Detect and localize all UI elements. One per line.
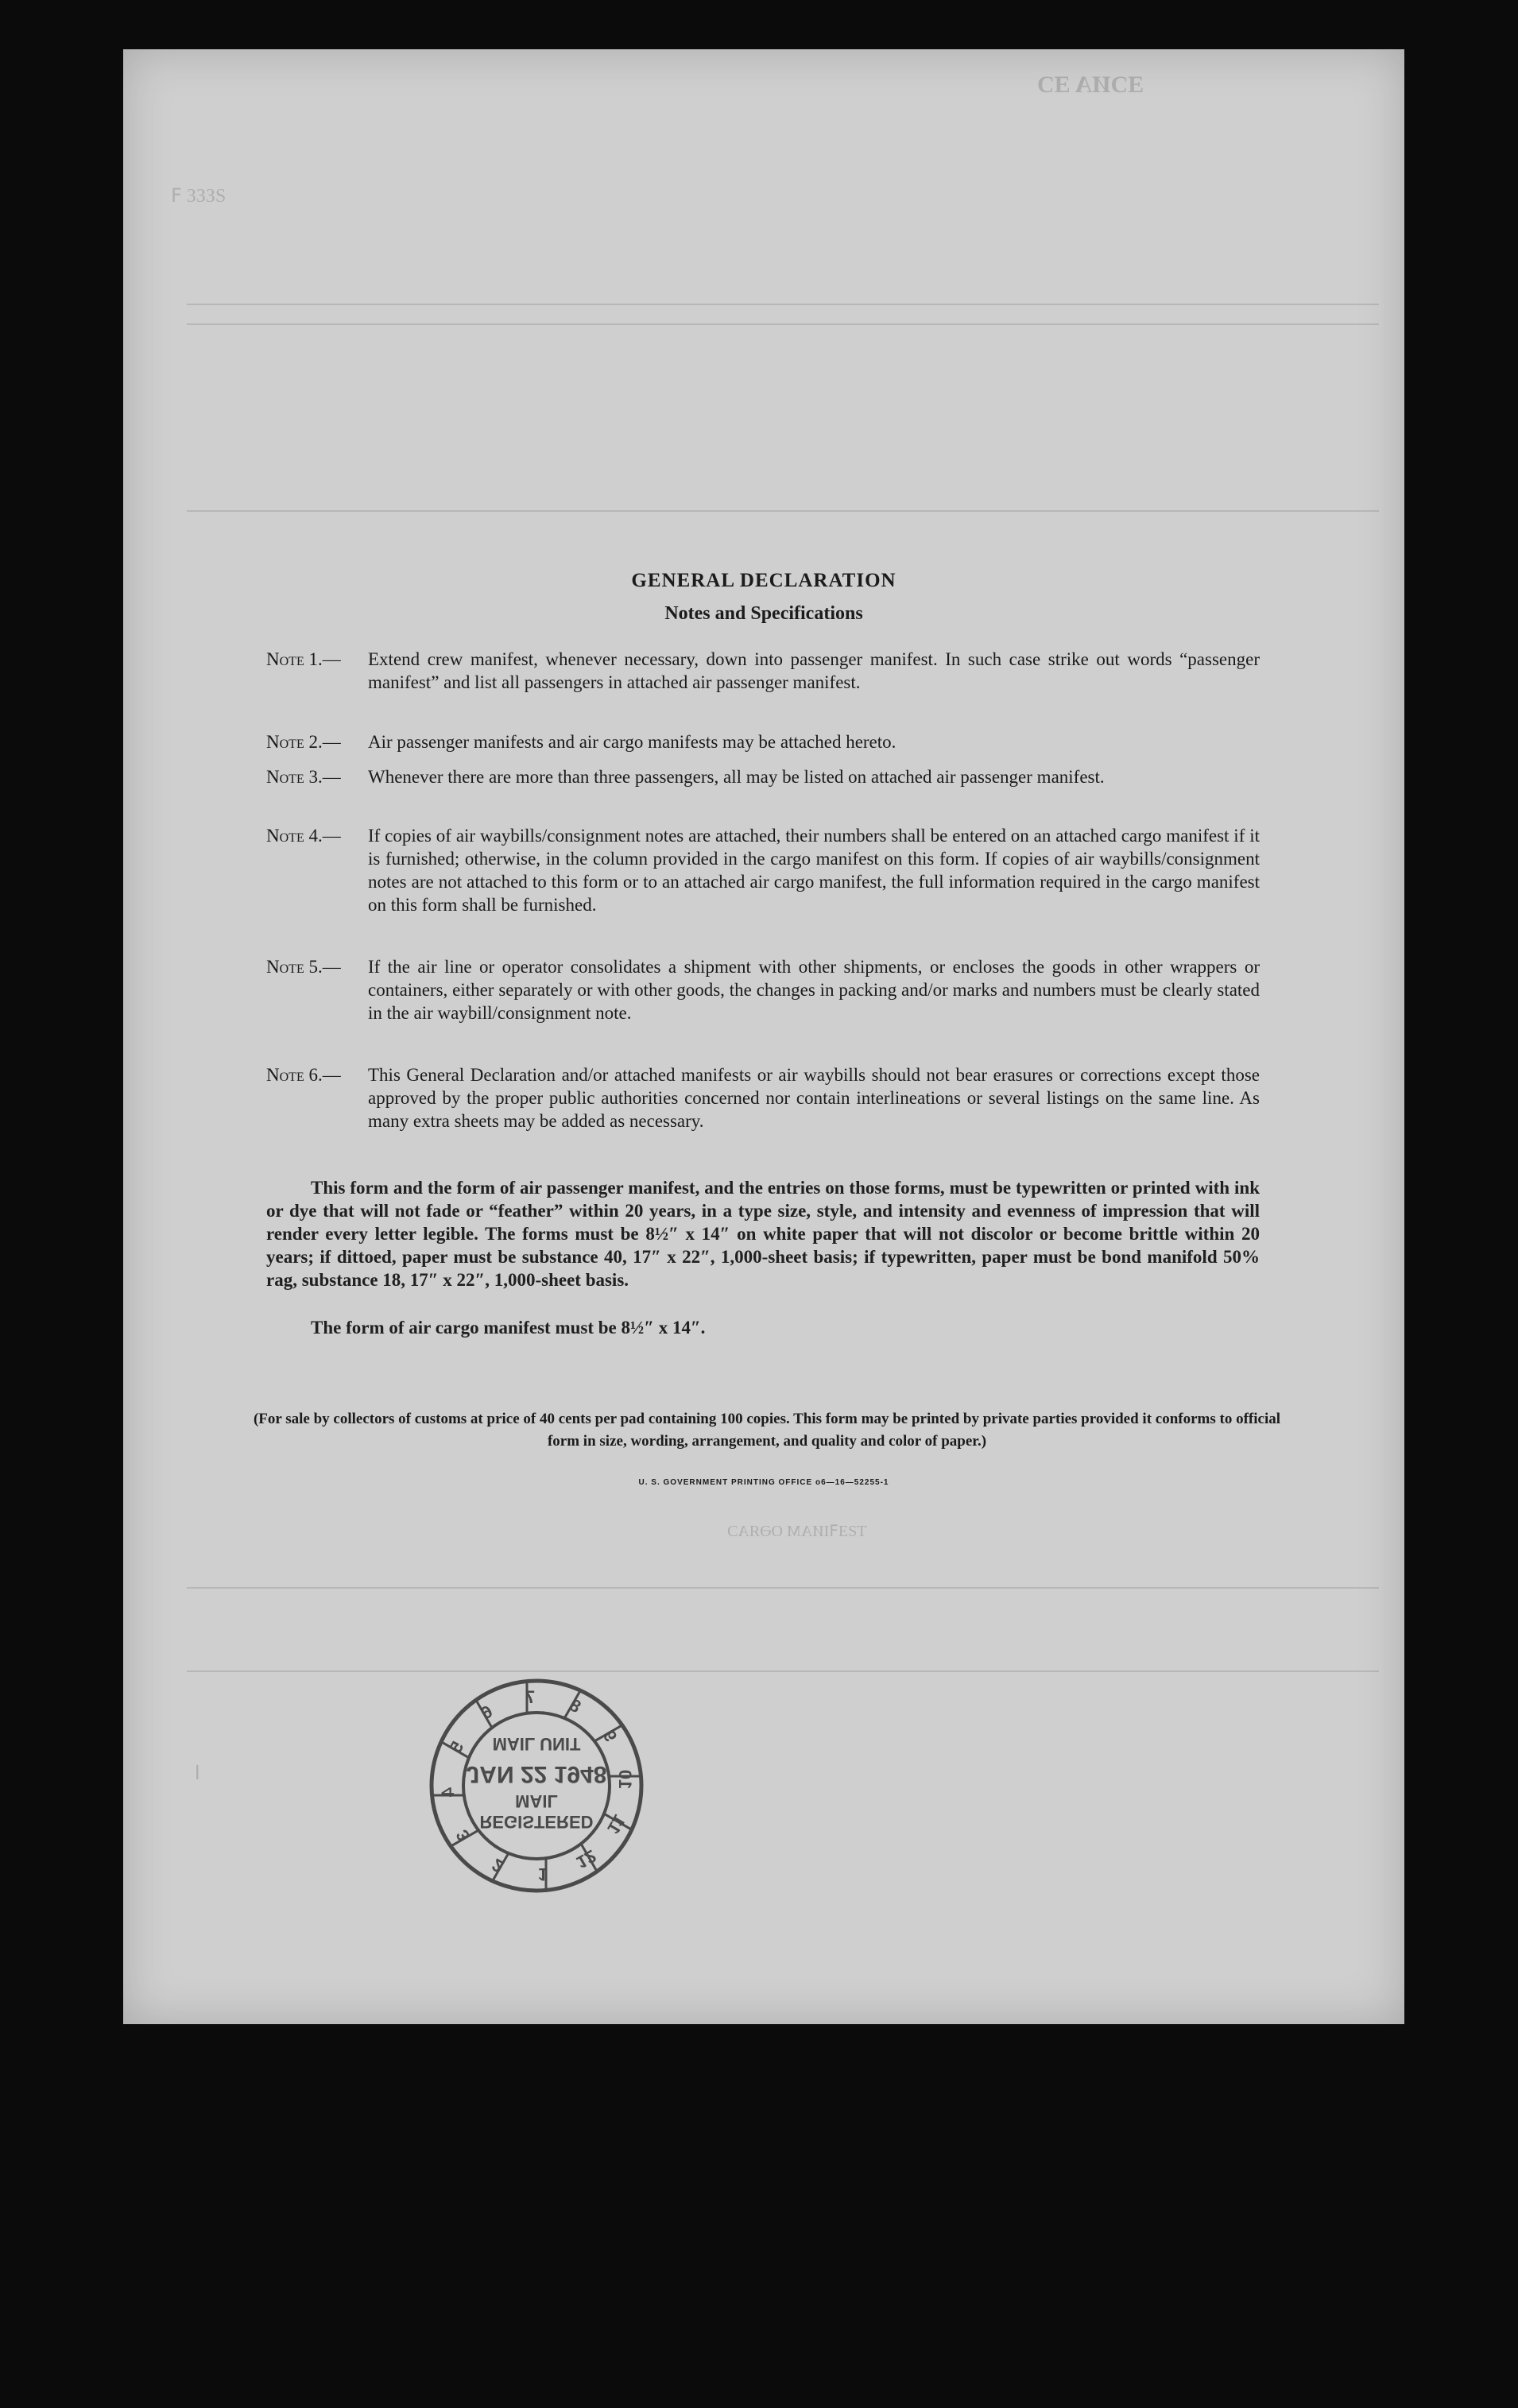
stamp-ring-number [432,1787,463,1798]
svg-text:2: 2 [488,1854,507,1877]
note-text: Extend crew manifest, whenever necessary, down into passenger manifest. In such case strike out words “passenger manifest” and list all passengers in attached air passenger manifest. [368,649,1260,692]
document-page: ƎƆИA ƎƆ ƧƐƐƐ ꟻ ƬƧƎꟻIИAM OӘЯAƆ ꞁ GENERAL DECLARATION Notes and Specifications Note 1.— Extend crew manifest, whenever necessary, down into passenger manifest. In such case strike out words “passenger manifest” and list all passengers in attached air passenger manifest. Note 2.— Air passenger manifests and air cargo manifests may be attached hereto. Note 3.— Whenever there are more than three passengers, all may be listed on attached air passenger manifest. Note 4.— If copies of air waybills/consignment notes are attached, their numbers shall be entered on an attached cargo manifest if it is furnished; otherwise, in the column provided in the cargo manifest on this form. If copies of air waybills/consignment notes are not attached to this form or to an attached air cargo manifest, the full information required in the cargo manifest on this form shall be furnished. Note 5.— If the air line or operator consolidates a shipment with other shipments, or encloses the goods in other wrappers or containers, either separately or with other goods, the changes in packing and/or marks and numbers must be clearly stated in the air waybill/consignment note. Note 6.— This General Declaration and/or attached manifests or air waybills should not bear erasures or corrections except those approved by the proper public authorities concerned nor contain interlineations or several listings on the same line. As many extra sheets may be added as necessary. This form and the form of air passenger manifest, and the entries on those forms, must be typewritten or printed with ink or dye that will not fade or “feather” within 20 years, in a type size, style, and intensity and evenness of impression that will render every letter legible. The forms must be 8½″ x 14″ on white paper that will not discolor or become brittle within 20 years; if dittoed, paper must be substance 40, 17″ x 22″, 1,000-sheet basis; if typewritten, paper must be bond manifold 50% rag, substance 18, 17″ x 22″, 1,000-sheet basis. The form of air cargo manifest must be 8½″ x 14″. (For sale by collectors of customs at price of 40 cents per pad containing 100 copies. This form may be printed by private parties provided it conforms to official form in size, wording, arrangement, and quality and color of paper.) U. S. GOVERNMENT PRINTING OFFICE o6—16—52255-1 1 2 3 4 5 6 7 8 9 10 11 12 REGISTERED MAIL JAN 22 1948 MAIL UNIT [123,49,1404,2024]
note-label: Note 3.— [266,767,341,787]
note-label: Note 1.— [266,649,341,669]
registered-mail-stamp [417,1667,656,1905]
note-text: If copies of air waybills/consignment notes are attached, their numbers shall be entered on an attached cargo manifest if it is furnished; otherwise, in the column provided in the cargo manifest on this form. If copies of air waybills/consignment notes are not attached to this form or to an attached air cargo manifest, the full information required in the cargo manifest on this form shall be furnished. [368,826,1260,915]
note-text: This General Declaration and/or attached manifests or air waybills should not bear erasures or corrections except those approved by the proper public authorities concerned nor contain interlineations or several listings on the same line. As many extra sheets may be added as necessary. [368,1065,1260,1131]
note-label: Note 6.— [266,1065,341,1085]
stamp-ring-number [610,1770,641,1789]
svg-text:12: 12 [572,1845,600,1873]
page-subtitle: Notes and Specifications [664,603,863,624]
note-5 [266,955,1260,1024]
svg-text:9: 9 [598,1726,622,1745]
note-text: Air passenger manifests and air cargo manifests may be attached hereto. [368,732,896,752]
stamp-mail-unit-text: MAIL UNIT [492,1734,581,1754]
document-body [123,49,1404,2024]
note-1 [266,648,1260,694]
sale-note: (For sale by collectors of customs at price of 40 cents per pad containing 100 copies. This form may be printed by private parties provided it conforms to official form in size, wording, arrangement, and quality and color of paper.) [253,1411,1281,1450]
cargo-manifest-size-line: The form of air cargo manifest must be 8½″ x 14″. [311,1318,706,1338]
stamp-ring-number [525,1681,535,1713]
stamp-date-text: JAN 22 1948 [466,1761,607,1787]
page-title: GENERAL DECLARATION [631,570,896,591]
stamp-mail-text: MAIL [515,1791,558,1811]
svg-text:6: 6 [477,1701,496,1724]
note-label: Note 4.— [266,826,341,846]
note-label: Note 5.— [266,957,341,977]
note-3 [266,765,1260,788]
svg-text:7: 7 [525,1687,536,1707]
gpo-imprint: U. S. GOVERNMENT PRINTING OFFICE o6—16—52255-1 [638,1478,889,1487]
note-4 [266,824,1260,916]
note-label: Note 2.— [266,732,341,752]
svg-text:8: 8 [566,1694,585,1717]
svg-text:10: 10 [615,1769,635,1790]
note-6 [266,1063,1260,1132]
note-2 [266,730,1260,753]
stamp-registered-text: REGISTERED [479,1812,594,1832]
svg-text:3: 3 [451,1826,474,1845]
svg-text:1: 1 [537,1864,548,1884]
svg-text:5: 5 [445,1737,468,1756]
form-requirements-paragraph: This form and the form of air passenger manifest, and the entries on those forms, must be typewritten or printed with ink or dye that will not fade or “feather” within 20 years, in a type size, style, and intensity and evenness of impression that will render every letter legible. The forms must be 8½″ x 14″ on white paper that will not discolor or become brittle within 20 years; if dittoed, paper must be substance 40, 17″ x 22″, 1,000-sheet basis; if typewritten, paper must be bond manifold 50% rag, substance 18, 17″ x 22″, 1,000-sheet basis. [266,1178,1260,1290]
note-text: Whenever there are more than three passengers, all may be listed on attached air passenger manifest. [368,767,1105,787]
svg-text:11: 11 [602,1811,630,1838]
note-text: If the air line or operator consolidates a shipment with other shipments, or encloses the goods in other wrappers or containers, either separately or with other goods, the changes in packing and/or marks and numbers must be clearly stated in the air waybill/consignment note. [368,957,1260,1023]
svg-text:4: 4 [438,1787,458,1798]
stamp-ring-number [538,1859,548,1891]
